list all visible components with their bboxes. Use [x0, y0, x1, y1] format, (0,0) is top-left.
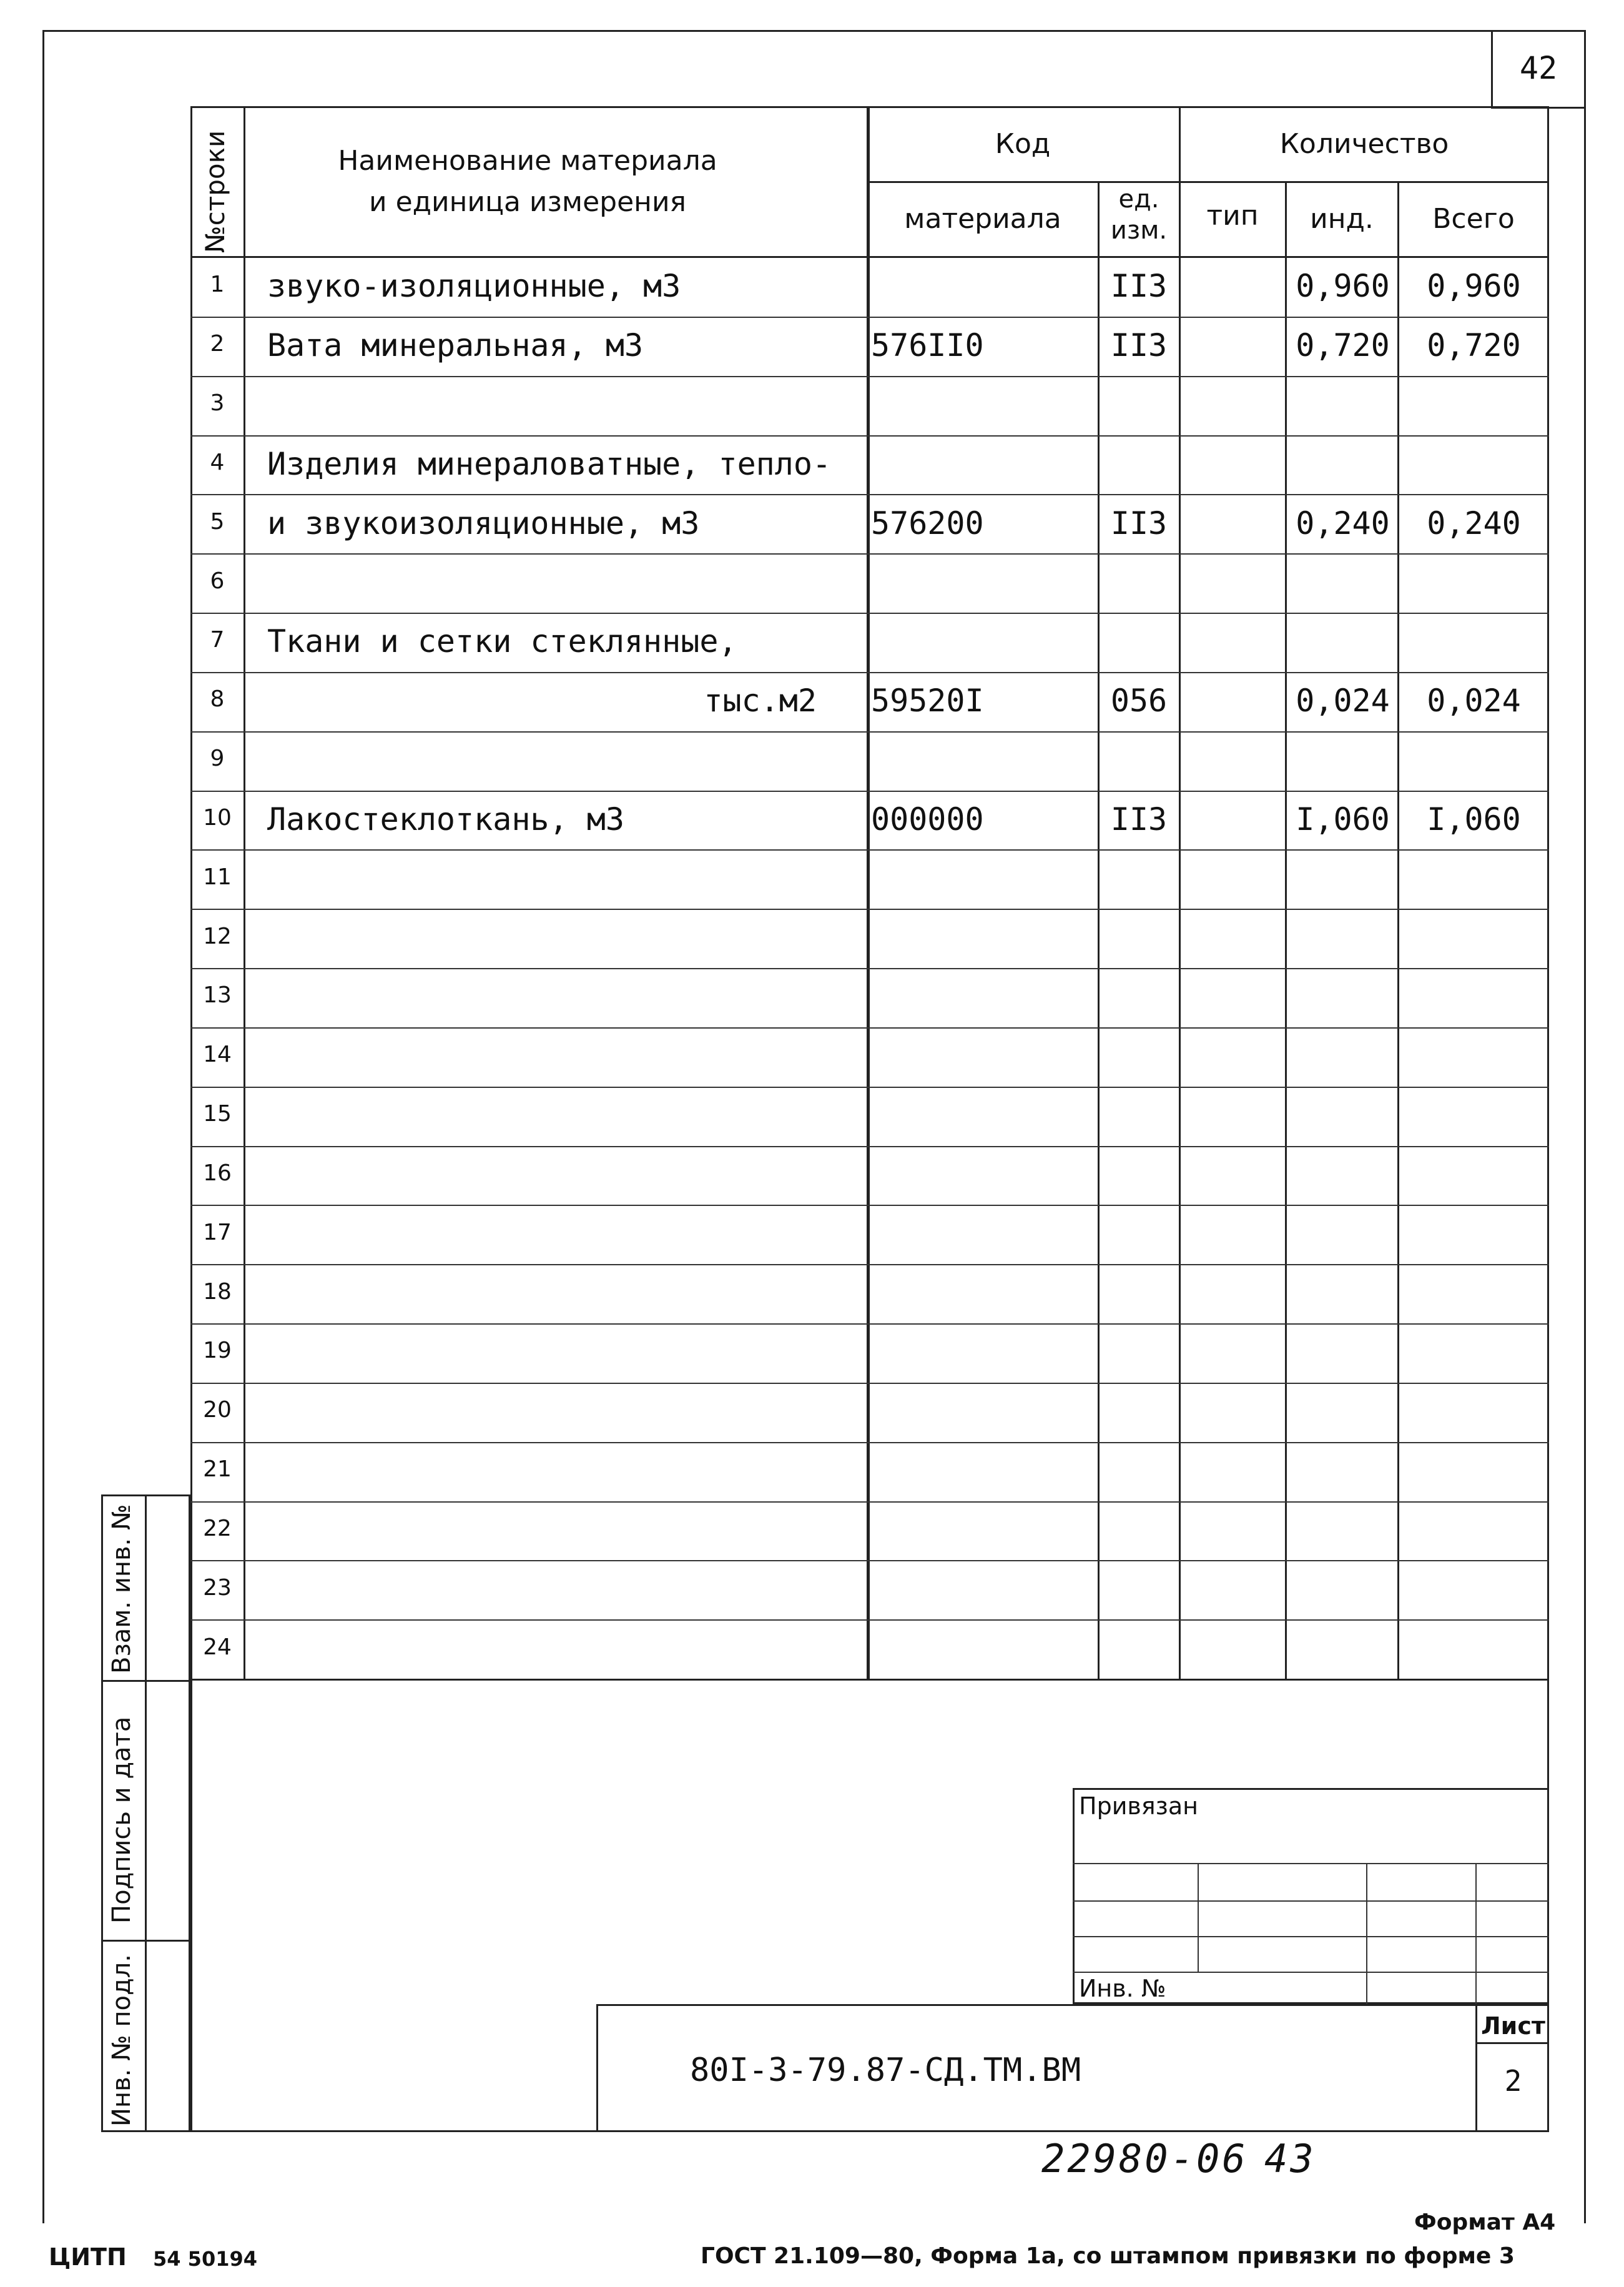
row-divider — [190, 791, 1549, 792]
row-number: 18 — [203, 1279, 232, 1305]
col-line-name — [867, 106, 870, 1680]
row-divider — [190, 1027, 1549, 1029]
row-number: 10 — [203, 805, 232, 831]
sheet-label: Лист — [1481, 2012, 1545, 2040]
header-unit-line2: изм. — [1110, 216, 1168, 245]
row-code: 576200 — [871, 505, 984, 541]
side-stamp-divider — [145, 1494, 147, 2132]
row-number: 21 — [203, 1456, 232, 1482]
row-divider — [190, 1087, 1549, 1088]
header-total: Всего — [1432, 203, 1515, 235]
row-total: 0,024 — [1427, 683, 1521, 719]
header-type: тип — [1206, 200, 1259, 232]
side-stamp-line-1 — [101, 1680, 190, 1682]
sheet-number: 2 — [1504, 2064, 1522, 2098]
row-divider — [190, 1146, 1549, 1147]
header-name-line1: Наименование материала — [338, 145, 717, 177]
row-unit: II3 — [1110, 327, 1168, 363]
row-ind: 0,240 — [1296, 505, 1390, 541]
row-ind: 0,024 — [1296, 683, 1390, 719]
row-number: 11 — [203, 864, 232, 890]
row-divider — [190, 553, 1549, 555]
row-divider — [190, 1619, 1549, 1621]
row-number: 1 — [210, 272, 225, 297]
header-quantity: Количество — [1279, 128, 1449, 160]
col-line-ind — [1397, 181, 1399, 1680]
row-divider — [190, 1323, 1549, 1325]
row-name: и звукоизоляционные, м3 — [267, 505, 700, 541]
binding-line-4 — [1073, 1972, 1549, 1973]
row-number: 24 — [203, 1634, 232, 1660]
row-number: 4 — [210, 450, 225, 475]
row-name: звуко-изоляционные, м3 — [267, 268, 681, 304]
row-number: 17 — [203, 1220, 232, 1245]
row-divider — [190, 731, 1549, 733]
row-name: Изделия минераловатные, тепло- — [267, 446, 832, 482]
side-label-vzam: Взам. инв. № — [107, 1504, 136, 1674]
row-number: 12 — [203, 924, 232, 949]
row-total: I,060 — [1427, 801, 1521, 837]
header-divider — [867, 181, 1549, 183]
row-number: 9 — [210, 746, 225, 771]
col-line-unit — [1179, 106, 1181, 1680]
binding-line-2 — [1073, 1900, 1549, 1902]
col-line-code — [1098, 181, 1100, 1680]
row-name: тыс.м2 — [704, 683, 817, 719]
row-number: 23 — [203, 1575, 232, 1601]
row-divider — [190, 1560, 1549, 1561]
row-code: 576II0 — [871, 327, 984, 363]
row-unit: II3 — [1110, 801, 1168, 837]
header-ind: инд. — [1310, 203, 1374, 235]
row-number: 20 — [203, 1397, 232, 1423]
row-number: 2 — [210, 331, 225, 357]
row-number: 22 — [203, 1516, 232, 1541]
header-code: Код — [995, 128, 1051, 160]
row-total: 0,240 — [1427, 505, 1521, 541]
row-divider — [190, 494, 1549, 495]
binding-col-2 — [1366, 1863, 1367, 2004]
row-divider — [190, 613, 1549, 614]
header-name-line2: и единица измерения — [368, 186, 687, 218]
row-divider — [190, 376, 1549, 377]
row-code: 000000 — [871, 801, 984, 837]
row-number: 14 — [203, 1042, 232, 1067]
row-total: 0,960 — [1427, 268, 1521, 304]
row-divider — [190, 909, 1549, 910]
side-label-sign: Подпись и дата — [107, 1716, 136, 1924]
binding-inv-label: Инв. № — [1079, 1975, 1166, 2002]
row-ind: I,060 — [1296, 801, 1390, 837]
header-unit-line1: ед. — [1118, 185, 1159, 214]
row-name: Ткани и сетки стеклянные, — [267, 623, 737, 659]
binding-line-3 — [1073, 1936, 1549, 1937]
row-name: Лакостеклоткань, м3 — [267, 801, 624, 837]
row-ind: 0,720 — [1296, 327, 1390, 363]
row-divider — [190, 1205, 1549, 1206]
binding-col-3 — [1475, 1863, 1477, 2004]
binding-label: Привязан — [1079, 1792, 1198, 1820]
row-divider — [190, 849, 1549, 851]
row-divider — [190, 435, 1549, 437]
row-unit: II3 — [1110, 505, 1168, 541]
row-divider — [190, 1442, 1549, 1443]
row-divider — [190, 317, 1549, 318]
header-row-no: №строки — [200, 130, 230, 253]
citp-label: ЦИТП — [49, 2243, 127, 2271]
row-number: 8 — [210, 686, 225, 712]
row-number: 5 — [210, 509, 225, 535]
citp-number: 54 50194 — [153, 2247, 257, 2271]
page-number: 42 — [1519, 50, 1558, 86]
header-material: материала — [904, 203, 1061, 235]
row-unit: 056 — [1110, 683, 1168, 719]
row-divider — [190, 1383, 1549, 1384]
row-name: Вата минеральная, м3 — [267, 327, 644, 363]
row-divider — [190, 1264, 1549, 1265]
col-line-type — [1285, 181, 1287, 1680]
row-code: 59520I — [871, 683, 984, 719]
row-number: 19 — [203, 1338, 232, 1363]
header-bottom-line — [190, 256, 1549, 258]
row-number: 6 — [210, 568, 225, 594]
side-label-inv: Инв. № подл. — [107, 1954, 136, 2126]
row-number: 13 — [203, 982, 232, 1008]
table-rows-bottom — [190, 1679, 1549, 1681]
row-divider — [190, 672, 1549, 673]
row-number: 7 — [210, 627, 225, 653]
row-ind: 0,960 — [1296, 268, 1390, 304]
gost-label: ГОСТ 21.109—80, Форма 1а, со штампом привязки по форме 3 — [701, 2243, 1515, 2269]
row-divider — [190, 1501, 1549, 1503]
doc-code: 80I-3-79.87-СД.ТМ.ВМ — [690, 2052, 1081, 2089]
row-divider — [190, 968, 1549, 969]
row-number: 3 — [210, 390, 225, 416]
row-unit: II3 — [1110, 268, 1168, 304]
binding-line-1 — [1073, 1863, 1549, 1864]
side-stamp-line-2 — [101, 1940, 190, 1942]
row-number: 15 — [203, 1101, 232, 1127]
row-number: 16 — [203, 1160, 232, 1186]
handwritten-number: 22980-06 — [1041, 2136, 1248, 2181]
handwritten-page: 43 — [1264, 2136, 1316, 2181]
binding-col-1 — [1198, 1863, 1199, 1972]
sheet-label-line — [1475, 2042, 1549, 2044]
row-total: 0,720 — [1427, 327, 1521, 363]
format-label: Формат А4 — [1414, 2210, 1556, 2235]
